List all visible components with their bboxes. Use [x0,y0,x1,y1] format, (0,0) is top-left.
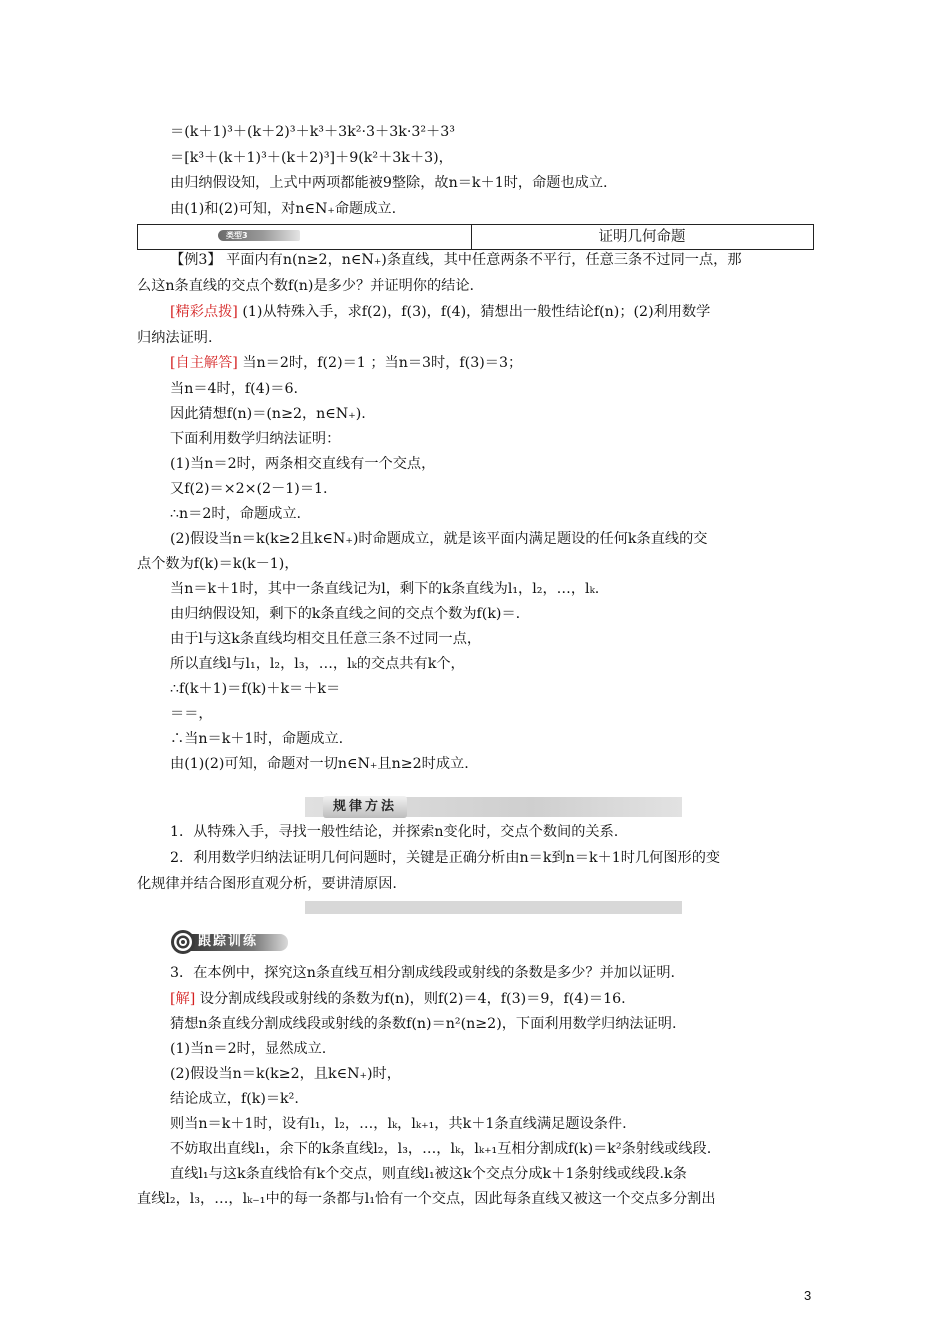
answer-line: 点个数为f(k)＝k(k－1)， [137,556,299,572]
answer-line: ＝＝， [170,706,213,722]
answer-line: 因此猜想f(n)＝(n≥2，n∈N₊). [170,406,366,422]
type-title: 证明几何命题 [598,229,686,245]
answer-line: ∴当n＝k＋1时，命题成立. [170,731,344,747]
text-line: ＝[k³＋(k＋1)³＋(k＋2)³]＋9(k²＋3k＋3)， [170,150,453,166]
example-line: 么这n条直线的交点个数f(n)是多少？并证明你的结论. [137,278,475,294]
method-line: 2．利用数学归纳法证明几何问题时，关键是正确分析由n＝k到n＝k＋1时几何图形的变 [170,850,721,866]
answer-line: ∴n＝2时，命题成立. [170,506,302,522]
solution-line: (1)当n＝2时，显然成立. [170,1041,327,1057]
practice-title: 跟踪训练 [198,934,259,949]
method-banner [305,797,682,817]
answer-line: (1)当n＝2时，两条相交直线有一个交点， [170,456,436,472]
answer-line: 所以直线l与l₁，l₂，l₃，…，lₖ的交点共有k个， [170,656,465,672]
answer-line: 由于l与这k条直线均相交且任意三条不过同一点， [170,631,482,647]
answer-line: 下面利用数学归纳法证明： [170,431,341,447]
hint-line: 归纳法证明. [137,330,213,346]
solution-line: (2)假设当n＝k(k≥2，且k∈N₊)时， [170,1066,401,1082]
answer-line: (2)假设当n＝k(k≥2且k∈N₊)时命题成立，就是该平面内满足题设的任何k条直线的交 [170,531,708,547]
target-icon [170,929,196,955]
text-line: ＝(k＋1)³＋(k＋2)³＋k³＋3k²·3＋3k·3²＋3³ [170,124,455,140]
answer-line: 当n＝4时，f(4)＝6. [170,381,298,397]
text-line: 由归纳假设知，上式中两项都能被9整除，故n＝k＋1时，命题也成立. [170,175,608,191]
solution-line: 猜想n条直线分割成线段或射线的条数f(n)＝n²(n≥2)，下面利用数学归纳法证明. [170,1016,677,1032]
practice-question: 3．在本例中，探究这n条直线互相分割成线段或射线的条数是多少？并加以证明. [170,965,676,981]
answer-label: [自主解答] [170,355,238,371]
method-line: 1．从特殊入手，寻找一般性结论，并探索n变化时，交点个数间的关系. [170,824,619,840]
type-tag: 类型3 [218,230,300,241]
answer-line: 由归纳假设知，剩下的k条直线之间的交点个数为f(k)＝. [170,606,521,622]
example-line: 【例3】 平面内有n(n≥2，n∈N₊)条直线，其中任意两条不平行，任意三条不过同一点，那 [170,252,742,268]
solution-line: 结论成立，f(k)＝k². [170,1091,299,1107]
type-header-box [137,224,814,250]
solution-line: [解] 设分割成线段或射线的条数为f(n)，则f(2)＝4，f(3)＝9，f(4)＝16. [170,991,626,1007]
method-line: 化规律并结合图形直观分析，要讲清原因. [137,876,397,892]
answer-line: [自主解答] 当n＝2时，f(2)＝1 ；当n＝3时，f(3)＝3； [170,355,523,371]
solution-line: 则当n＝k＋1时，设有l₁，l₂，…，lₖ，lₖ₊₁，共k＋1条直线满足题设条件. [170,1116,627,1132]
solution-line: 直线l₁与这k条直线恰有k个交点，则直线l₁被这k个交点分成k＋1条射线或线段.k条 [170,1166,687,1182]
solution-label: [解] [170,991,196,1007]
solution-line: 直线l₂，l₃，…，lₖ₋₁中的每一条都与l₁恰有一个交点，因此每条直线又被这一个交点多分割出 [137,1191,716,1207]
hint-line: [精彩点拨] (1)从特殊入手，求f(2)，f(3)，f(4)，猜想出一般性结论f(n)；(2)利用数学 [170,304,711,320]
page-number: 3 [804,1288,812,1303]
hint-label: [精彩点拨] [170,304,238,320]
solution-line: 不妨取出直线l₁，余下的k条直线l₂，l₃，…，lₖ，lₖ₊₁互相分割成f(k)＝k²条射线或线段. [170,1141,712,1157]
practice-header [170,929,288,955]
answer-line: 由(1)(2)可知，命题对一切n∈N₊且n≥2时成立. [170,756,469,772]
answer-line: 当n＝k＋1时，其中一条直线记为l，剩下的k条直线为l₁，l₂，…，lₖ. [170,581,600,597]
divider-bar [305,901,682,914]
method-title: 规律方法 [323,796,407,818]
answer-line: 又f(2)＝×2×(2－1)＝1. [170,481,328,497]
text-line: 由(1)和(2)可知，对n∈N₊命题成立. [170,201,397,217]
answer-line: ∴f(k＋1)＝f(k)＋k＝＋k＝ [170,681,341,697]
